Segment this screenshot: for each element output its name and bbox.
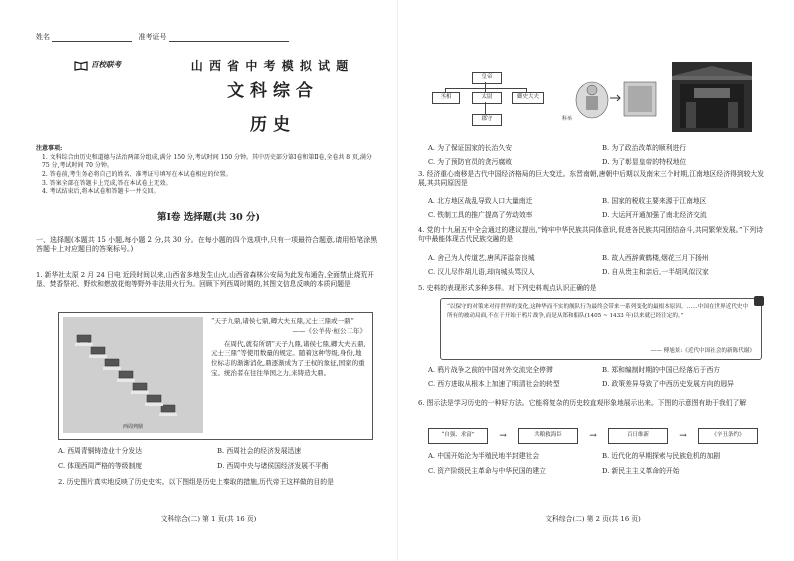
note-item: 3. 答案全部在答题卡上完成,答在本试卷上无效。	[42, 179, 172, 187]
exam-title: 山 西 省 中 考 模 拟 试 题	[190, 59, 350, 73]
note-item: 4. 考试结束后,将本试卷和答题卡一并交回。	[42, 188, 160, 196]
source-quote: “以保守的对策来对待世界的变化,这种华而不实的舰队行为最终会带来一系列变化的最根本原因。……中国在世界近代史中所有的被动局面,不在于开始于鸦片战争,而是从郑和船队(1405 ~ 1433 年)以来就已经注定的。”	[447, 304, 749, 319]
source-citation: —— 傅旭景:《近代中国社会的新陈代谢》	[650, 348, 755, 355]
option-c[interactable]: C. 铁制工具的推广提高了劳动效率	[428, 211, 533, 220]
option-b[interactable]: B. 国家的税收主要来源于江南地区	[602, 197, 707, 205]
diagram-box-taiwei: 太尉	[472, 92, 502, 104]
question-6-stem: 6. 图示法是学习历史的一种好方法。它能将复杂的历史较直观形象地展示出来。下图的示意图有助于我们了解	[418, 399, 747, 407]
exam-no-label: 准考证号	[138, 33, 167, 41]
arrow-right-icon: →	[589, 430, 597, 441]
logo	[74, 60, 121, 71]
option-d[interactable]: D. 大运河开通加强了南北经济交流	[602, 211, 707, 220]
caption-text: 科举	[562, 116, 573, 122]
question-5-options	[428, 366, 768, 389]
flow-box-2: 共粮救海臣	[518, 428, 578, 444]
question-2-stem: 2. 历史图片真实地反映了历史史实。以下图组是历史上秦取的措施,历代帝王这样做的目的是	[58, 478, 334, 486]
question-4-stem: 4. 党的十九届五中全会通过的建议提出,“铸牢中华民族共同体意识,促进各民族共同团结奋斗,共同繁荣发展。”下列诗句中最能体现古代民族交融的是	[418, 226, 763, 244]
arrow-right-icon: →	[499, 430, 507, 441]
option-b[interactable]: B. 郑和编制时期的中国已经落后于西方	[602, 366, 721, 374]
imperial-exam-illustration	[562, 70, 662, 128]
diagram-box-prefect: 郡守	[472, 114, 502, 126]
exam-no-field[interactable]	[169, 33, 289, 42]
logo-text: 百校联考	[91, 60, 121, 70]
question-1-options	[58, 447, 368, 471]
exam-scholar-illustration	[562, 70, 662, 128]
sub-subject-title: 历 史	[250, 115, 290, 135]
exam-caption-small	[562, 116, 572, 123]
quote-text: “天子九鼎,诸侯七鼎,卿大夫五鼎,元士三鼎或一鼎”	[211, 317, 354, 325]
section-instruction: 一、选择题(本题共 15 小题,每小题 2 分,共 30 分。在每小题的四个选项中,只有一项最符合题意,请用铅笔涂黑答题卡上对应题目的答案标号。)	[36, 236, 378, 254]
option-a[interactable]: A. 舍己为人传道艺,唐风洋溢奈良城	[428, 254, 535, 262]
diagram-box-censor: 御史大夫	[512, 92, 544, 104]
open-book-icon	[74, 60, 88, 71]
option-b[interactable]: B. 故人西辞黄鹤楼,烟花三月下扬州	[602, 254, 709, 262]
page-footer-right: 文科综合(二) 第 2 页(共 16 页)	[545, 515, 641, 523]
bronze-ding-image	[63, 317, 203, 433]
question-1-quote-block	[211, 317, 366, 379]
name-label: 姓名	[36, 33, 50, 41]
option-c[interactable]: C. 为了预防官员的贪污腐败	[428, 158, 513, 167]
building-photo	[672, 62, 752, 132]
option-b[interactable]: B. 西周社会的经济发展迅速	[217, 447, 302, 455]
subject-title: 文 科 综 合	[227, 81, 313, 101]
question-4-options	[428, 254, 768, 277]
name-field[interactable]	[52, 33, 132, 42]
option-a[interactable]: A. 中国开始沦为半殖民地半封建社会	[428, 452, 540, 460]
option-c[interactable]: C. 汉儿尽作胡儿语,却向城头骂汉人	[428, 268, 535, 277]
scroll-curl-icon	[754, 296, 764, 306]
diagram-box-chancellor: 丞相	[432, 92, 460, 104]
option-a[interactable]: A. 为了保证国家的长治久安	[428, 144, 512, 152]
question-5-stem: 5. 史料的表现形式多种多样。对下列史料观点认识正确的是	[418, 284, 597, 292]
arrow-right-icon: →	[679, 430, 687, 441]
option-d[interactable]: D. 西周中央与诸侯国经济发展不平衡	[217, 462, 329, 471]
notes-section	[36, 145, 381, 197]
note-item: 2. 答卷前,考生务必将自己的姓名、准考证号填写在本试卷相应的位置。	[42, 171, 232, 179]
flow-box-4: 《辛丑条约》	[698, 428, 758, 444]
notes-heading: 注意事项:	[36, 145, 63, 152]
page-footer-left: 文科综合(二) 第 1 页(共 16 页)	[160, 515, 257, 523]
note-item: 1. 文科综合由历史和道德与法治两部分组成,满分 150 分,考试时间 150 分钟。其中历史部分第Ⅰ卷和第Ⅱ卷,全卷共 8 页,满分 75 分,考试时间 70 分钟。	[42, 153, 372, 170]
option-c[interactable]: C. 西方进取从根本上加速了明清社会的转型	[428, 380, 560, 389]
question-1-figure	[58, 312, 373, 440]
question-3-stem: 3. 经济重心南移是古代中国经济格局的巨大变迁。东晋南朝,唐朝中后期以及南宋三个时期,江南地区经济得到较大发展,其共同原因是	[418, 170, 765, 188]
option-a[interactable]: A. 鸦片战争之前的中国对外交流完全停滞	[428, 366, 553, 374]
option-d[interactable]: D. 自从贵主和亲后,一半胡风似汉家	[602, 268, 709, 277]
question-2-options	[428, 144, 768, 167]
option-b[interactable]: B. 近代化的早期探索与民族危机的加剧	[602, 452, 721, 460]
option-c[interactable]: C. 体现西周严格的等级制度	[58, 462, 143, 471]
flow-box-3: 百日维新	[608, 428, 668, 444]
central-govt-diagram	[428, 72, 546, 132]
option-b[interactable]: B. 为了政治改革的顺利进行	[602, 144, 687, 152]
question-3-options	[428, 197, 768, 220]
option-c[interactable]: C. 资产阶级民主革命与中华民国的建立	[428, 467, 547, 476]
option-d[interactable]: D. 为了彰显皇帝的特权地位	[602, 158, 687, 167]
option-d[interactable]: D. 新民主主义革命的开始	[602, 467, 680, 476]
image-caption: 西周列鼎	[122, 424, 143, 431]
question-6-options	[428, 452, 768, 476]
flow-box-1: “自强、求富”	[428, 428, 488, 444]
option-a[interactable]: A. 北方地区战乱导致人口大量南迁	[428, 197, 533, 205]
section-title: 第Ⅰ卷 选择题(共 30 分)	[156, 212, 261, 223]
question-6-flow-diagram	[428, 428, 758, 444]
option-a[interactable]: A. 西周青铜铸造业十分发达	[58, 447, 142, 455]
question-5-source-scroll	[440, 298, 762, 360]
diagram-box-emperor: 皇帝	[472, 72, 502, 84]
question-1-stem: 1. 新华社太原 2 月 24 日电 近段时间以来,山西省多地发生山火,山西省森林公安局为此发布通告,全面禁止烧荒开垦、焚香祭祀、野炊和燃放花炮等野外非法用火行为。回顾下列西周时期的,其图文信息反映的本质问题是	[36, 271, 374, 289]
candidate-info-line	[36, 33, 289, 42]
grand-council-photo	[672, 62, 752, 132]
quote-source: ——《公羊传·桓公二年》	[292, 326, 366, 335]
option-d[interactable]: D. 政策差异导致了中西历史发展方向的迥异	[602, 380, 734, 389]
quote-passage: 在周代,就有所谓“天子九鼎,诸侯七鼎,卿大夫五鼎,元士三鼎”等使用数量的规定。随着这种等级,身份,地位标志的渐渐消化,鼎逐渐成为了王权的象征,国家的重宝。统治者在往往举国之力,来铸造大鼎。	[211, 339, 366, 377]
ding-vessels-illustration	[63, 317, 203, 433]
